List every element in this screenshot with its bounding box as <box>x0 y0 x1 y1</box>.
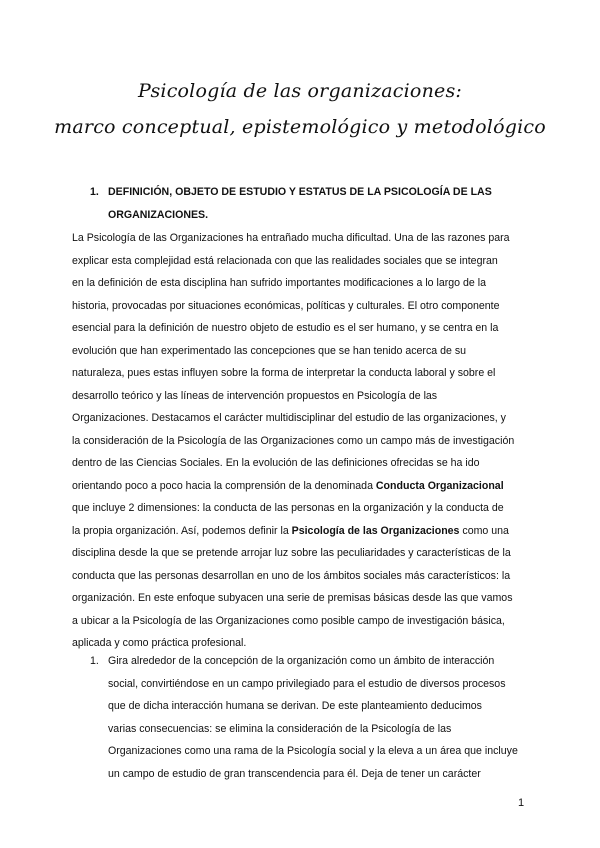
list-item-number: 1. <box>90 655 99 667</box>
paragraph-line: historia, provocadas por situaciones económicas, políticas y culturales. El otro componente <box>72 299 500 312</box>
paragraph-line: dentro de las Ciencias Sociales. En la evolución de las definiciones ofrecidas se ha ido <box>72 457 480 469</box>
paragraph-line: aplicada y como práctica profesional. <box>72 637 247 649</box>
list-item-line: un campo de estudio de gran transcendencia para él. Deja de tener un carácter <box>108 767 481 780</box>
paragraph-line: a ubicar a la Psicología de las Organizaciones como posible campo de investigación básica, <box>72 614 505 627</box>
paragraph-line: desarrollo teórico y las líneas de intervención propuestos en Psicología de las <box>72 389 438 402</box>
paragraph-line: la consideración de la Psicología de las Organizaciones como un campo más de investigación <box>72 434 515 447</box>
paragraph-line: La Psicología de las Organizaciones ha entrañado mucha dificultad. Una de las razones para <box>72 232 510 244</box>
section-number: 1. <box>90 186 99 198</box>
list-item-line: Organizaciones como una rama de la Psicología social y la eleva a un área que incluye <box>108 745 518 757</box>
list-item-line: social, convirtiéndose en un campo privilegiado para el estudio de diversos procesos <box>108 677 506 690</box>
paragraph-line: naturaleza, pues estas influyen sobre la forma de interpretar la conducta laboral y sobre el <box>72 367 496 379</box>
paragraph-text: como una <box>459 524 509 537</box>
paragraph-line: evolución que han experimentado las concepciones que se han tenido acerca de su <box>72 344 467 357</box>
paragraph-text: la propia organización. Así, podemos definir la <box>72 524 292 537</box>
section-heading-line-2: ORGANIZACIONES. <box>108 208 209 221</box>
title-line-1: Psicología de las organizaciones: <box>138 80 462 102</box>
paragraph-line: Organizaciones. Destacamos el carácter multidisciplinar del estudio de las organizaciones, y <box>72 412 506 424</box>
paragraph-line: explicar esta complejidad está relacionada con que las realidades sociales que se integran <box>72 254 498 267</box>
section-heading-line-1: DEFINICIÓN, OBJETO DE ESTUDIO Y ESTATUS DE LA PSICOLOGÍA DE LAS <box>108 186 492 198</box>
page-number: 1 <box>518 797 525 809</box>
bold-term-psicologia-organizaciones: Psicología de las Organizaciones <box>291 524 460 537</box>
paragraph-line: esencial para la definición de nuestro objeto de estudio es el ser humano, y se centra en la <box>72 322 499 334</box>
title-line-2: marco conceptual, epistemológico y metodológico <box>54 116 546 138</box>
paragraph-line <box>72 520 534 543</box>
paragraph-line: que incluye 2 dimensiones: la conducta de las personas en la organización y la conducta de <box>72 502 504 514</box>
list-item-line: Gira alrededor de la concepción de la organización como un ámbito de interacción <box>108 655 495 667</box>
paragraph-line: en la definición de esta disciplina han sufrido importantes modificaciones a lo largo de la <box>72 277 486 289</box>
list-item-line: varias consecuencias: se elimina la consideración de la Psicología de las <box>108 722 452 735</box>
bold-term-conducta-organizacional: Conducta Organizacional <box>375 479 504 492</box>
body-paragraph <box>72 227 534 655</box>
paragraph-line: disciplina desde la que se pretende arrojar luz sobre las peculiaridades y características de la <box>72 547 511 559</box>
paragraph-line: organización. En este enfoque subyacen una serie de premisas básicas desde las que vamos <box>72 592 513 604</box>
paragraph-text: orientando poco a poco hacia la comprensión de la denominada <box>72 479 376 492</box>
paragraph-line <box>72 475 534 498</box>
paragraph-line: conducta que las personas desarrollan en uno de los ámbitos sociales más característicos: la <box>72 569 511 582</box>
list-item-line: que de dicha interacción humana se derivan. De este planteamiento deducimos <box>108 700 482 712</box>
